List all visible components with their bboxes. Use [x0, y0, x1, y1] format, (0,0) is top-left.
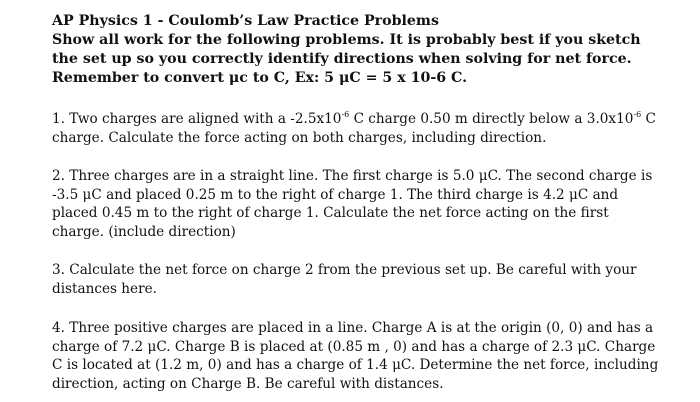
- problem-1-part-c: C charge. Calculate the force acting on both charges, including direction.: [52, 111, 656, 146]
- problem-4: 4. Three positive charges are placed in a line. Charge A is at the origin (0, 0) and has a charge of 7.2 μC. Charge B is placed at (0.85 m , 0) and has a charge of 2.3 μC. Charge C is located at (1.2 m, 0) and has a charge of 1.4 μC. Determine the net force, including direction, acting on Charge B. Be careful with distances.: [52, 320, 659, 392]
- exponent-1: -6: [341, 110, 350, 119]
- problem-1-part-b: C charge 0.50 m directly below a 3.0x10: [349, 111, 634, 127]
- instructions-text: Show all work for the following problems. It is probably best if you sketch the set up so you correctly identify directions when solving for net force. Remember to convert: [52, 32, 641, 86]
- worksheet-header: [52, 12, 660, 88]
- problem-1: [52, 110, 660, 147]
- exponent-2: -6: [633, 110, 642, 119]
- conversion-note: μc to C, Ex: 5 μC = 5 x 10-6 C.: [228, 70, 468, 86]
- problem-1-part-a: 1. Two charges are aligned with a -2.5x10: [52, 111, 342, 127]
- worksheet-instructions: [52, 31, 660, 88]
- problem-2: 2. Three charges are in a straight line. The first charge is 5.0 μC. The second charge is -3.5 μC and placed 0.25 m to the right of charge 1. The third charge is 4.2 μC and placed 0.45 m to the right of charge 1. Calculate the net force acting on the first charge. (include direction): [52, 168, 653, 240]
- problem-3: 3. Calculate the net force on charge 2 from the previous set up. Be careful with your distances here.: [52, 262, 637, 297]
- worksheet-title: AP Physics 1 - Coulomb’s Law Practice Problems: [52, 13, 439, 29]
